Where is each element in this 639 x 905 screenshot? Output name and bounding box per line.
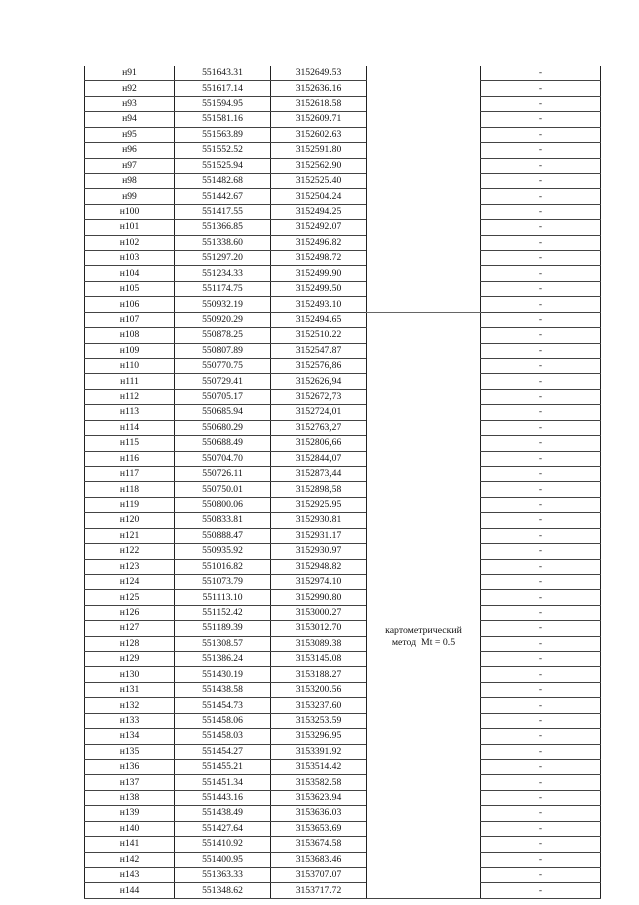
y-coordinate-cell: 3152724,01 (271, 405, 367, 420)
point-id-cell: н93 (85, 96, 175, 111)
y-coordinate-cell: 3152496.82 (271, 235, 367, 250)
point-id-cell: н142 (85, 852, 175, 867)
x-coordinate-cell: 551016.82 (175, 559, 271, 574)
note-cell: - (481, 389, 601, 404)
method-name: картометрический (385, 625, 462, 637)
table-row (85, 806, 601, 821)
point-id-cell: н115 (85, 436, 175, 451)
x-coordinate-cell: 550729.41 (175, 374, 271, 389)
point-id-cell: н98 (85, 173, 175, 188)
y-coordinate-cell: 3153089.38 (271, 636, 367, 651)
note-cell: - (481, 266, 601, 281)
note-cell: - (481, 436, 601, 451)
point-id-cell: н124 (85, 574, 175, 589)
x-coordinate-cell: 550807.89 (175, 343, 271, 358)
note-cell: - (481, 559, 601, 574)
note-cell: - (481, 482, 601, 497)
point-id-cell: н105 (85, 281, 175, 296)
table-row (85, 405, 601, 420)
y-coordinate-cell: 3152930.81 (271, 513, 367, 528)
point-id-cell: н96 (85, 143, 175, 158)
table-row (85, 81, 601, 96)
coordinates-table (84, 66, 601, 899)
table-row (85, 590, 601, 605)
y-coordinate-cell: 3152898,58 (271, 482, 367, 497)
x-coordinate-cell: 550935.92 (175, 544, 271, 559)
y-coordinate-cell: 3153623.94 (271, 790, 367, 805)
y-coordinate-cell: 3152498.72 (271, 251, 367, 266)
x-coordinate-cell: 551338.60 (175, 235, 271, 250)
table-row (85, 729, 601, 744)
table-row (85, 867, 601, 882)
x-coordinate-cell: 550680.29 (175, 420, 271, 435)
y-coordinate-cell: 3153000.27 (271, 605, 367, 620)
table-row (85, 220, 601, 235)
table-row (85, 621, 601, 636)
y-coordinate-cell: 3152499.90 (271, 266, 367, 281)
table-row (85, 775, 601, 790)
x-coordinate-cell: 551410.92 (175, 837, 271, 852)
point-id-cell: н129 (85, 652, 175, 667)
note-cell: - (481, 775, 601, 790)
point-id-cell: н108 (85, 328, 175, 343)
note-cell: - (481, 682, 601, 697)
x-coordinate-cell: 551443.16 (175, 790, 271, 805)
coordinates-table-body (85, 66, 601, 898)
point-id-cell: н123 (85, 559, 175, 574)
y-coordinate-cell: 3152931.17 (271, 528, 367, 543)
table-row (85, 790, 601, 805)
x-coordinate-cell: 551366.85 (175, 220, 271, 235)
table-row (85, 883, 601, 898)
note-cell: - (481, 837, 601, 852)
table-row (85, 359, 601, 374)
x-coordinate-cell: 550705.17 (175, 389, 271, 404)
x-coordinate-cell: 551438.49 (175, 806, 271, 821)
x-coordinate-cell: 551455.21 (175, 759, 271, 774)
y-coordinate-cell: 3152591.80 (271, 143, 367, 158)
note-cell: - (481, 852, 601, 867)
table-row (85, 544, 601, 559)
y-coordinate-cell: 3152493.10 (271, 297, 367, 312)
point-id-cell: н102 (85, 235, 175, 250)
x-coordinate-cell: 551442.67 (175, 189, 271, 204)
y-coordinate-cell: 3152806,66 (271, 436, 367, 451)
point-id-cell: н112 (85, 389, 175, 404)
point-id-cell: н103 (85, 251, 175, 266)
table-row (85, 312, 601, 327)
x-coordinate-cell: 551400.95 (175, 852, 271, 867)
y-coordinate-cell: 3152763,27 (271, 420, 367, 435)
table-row (85, 451, 601, 466)
x-coordinate-cell: 551113.10 (175, 590, 271, 605)
y-coordinate-cell: 3152974.10 (271, 574, 367, 589)
table-row (85, 821, 601, 836)
note-cell: - (481, 574, 601, 589)
x-coordinate-cell: 550878.25 (175, 328, 271, 343)
note-cell: - (481, 96, 601, 111)
point-id-cell: н134 (85, 729, 175, 744)
table-row (85, 559, 601, 574)
x-coordinate-cell: 551594.95 (175, 96, 271, 111)
x-coordinate-cell: 550833.81 (175, 513, 271, 528)
note-cell: - (481, 127, 601, 142)
table-row (85, 528, 601, 543)
table-row (85, 173, 601, 188)
table-row (85, 374, 601, 389)
point-id-cell: н133 (85, 713, 175, 728)
point-id-cell: н127 (85, 621, 175, 636)
table-row (85, 297, 601, 312)
table-row (85, 343, 601, 358)
note-cell: - (481, 621, 601, 636)
y-coordinate-cell: 3153707.07 (271, 867, 367, 882)
x-coordinate-cell: 551073.79 (175, 574, 271, 589)
y-coordinate-cell: 3152547.87 (271, 343, 367, 358)
table-row (85, 112, 601, 127)
y-coordinate-cell: 3152990.80 (271, 590, 367, 605)
y-coordinate-cell: 3152510.22 (271, 328, 367, 343)
point-id-cell: н114 (85, 420, 175, 435)
y-coordinate-cell: 3153200.56 (271, 682, 367, 697)
point-id-cell: н92 (85, 81, 175, 96)
note-cell: - (481, 821, 601, 836)
y-coordinate-cell: 3153636.03 (271, 806, 367, 821)
table-row (85, 852, 601, 867)
note-cell: - (481, 204, 601, 219)
note-cell: - (481, 698, 601, 713)
y-coordinate-cell: 3152562.90 (271, 158, 367, 173)
table-row (85, 466, 601, 481)
x-coordinate-cell: 551430.19 (175, 667, 271, 682)
y-coordinate-cell: 3152494.25 (271, 204, 367, 219)
x-coordinate-cell: 551297.20 (175, 251, 271, 266)
x-coordinate-cell: 551451.34 (175, 775, 271, 790)
note-cell: - (481, 173, 601, 188)
point-id-cell: н94 (85, 112, 175, 127)
table-row (85, 158, 601, 173)
y-coordinate-cell: 3152504.24 (271, 189, 367, 204)
y-coordinate-cell: 3152636.16 (271, 81, 367, 96)
point-id-cell: н120 (85, 513, 175, 528)
x-coordinate-cell: 550704.70 (175, 451, 271, 466)
y-coordinate-cell: 3153145.08 (271, 652, 367, 667)
note-cell: - (481, 806, 601, 821)
y-coordinate-cell: 3152525.40 (271, 173, 367, 188)
y-coordinate-cell: 3153582.58 (271, 775, 367, 790)
note-cell: - (481, 405, 601, 420)
note-cell: - (481, 451, 601, 466)
note-cell: - (481, 528, 601, 543)
note-cell: - (481, 729, 601, 744)
note-cell: - (481, 759, 601, 774)
y-coordinate-cell: 3152492.07 (271, 220, 367, 235)
x-coordinate-cell: 550688.49 (175, 436, 271, 451)
method-cell-upper (367, 66, 481, 312)
point-id-cell: н101 (85, 220, 175, 235)
y-coordinate-cell: 3152844,07 (271, 451, 367, 466)
y-coordinate-cell: 3153188.27 (271, 667, 367, 682)
x-coordinate-cell: 551438.58 (175, 682, 271, 697)
point-id-cell: н125 (85, 590, 175, 605)
y-coordinate-cell: 3152930.97 (271, 544, 367, 559)
note-cell: - (481, 790, 601, 805)
table-row (85, 235, 601, 250)
point-id-cell: н97 (85, 158, 175, 173)
table-row (85, 96, 601, 111)
method-accuracy: метод Mt = 0.5 (391, 637, 456, 649)
point-id-cell: н111 (85, 374, 175, 389)
table-row (85, 682, 601, 697)
point-id-cell: н137 (85, 775, 175, 790)
table-row (85, 744, 601, 759)
note-cell: - (481, 605, 601, 620)
point-id-cell: н106 (85, 297, 175, 312)
table-row (85, 513, 601, 528)
x-coordinate-cell: 551525.94 (175, 158, 271, 173)
x-coordinate-cell: 551363.33 (175, 867, 271, 882)
point-id-cell: н128 (85, 636, 175, 651)
point-id-cell: н130 (85, 667, 175, 682)
table-row (85, 251, 601, 266)
note-cell: - (481, 544, 601, 559)
x-coordinate-cell: 550932.19 (175, 297, 271, 312)
y-coordinate-cell: 3152649.53 (271, 66, 367, 81)
note-cell: - (481, 867, 601, 882)
table-row (85, 204, 601, 219)
x-coordinate-cell: 551386.24 (175, 652, 271, 667)
y-coordinate-cell: 3152925.95 (271, 497, 367, 512)
x-coordinate-cell: 551617.14 (175, 81, 271, 96)
note-cell: - (481, 281, 601, 296)
note-cell: - (481, 220, 601, 235)
x-coordinate-cell: 550800.06 (175, 497, 271, 512)
note-cell: - (481, 81, 601, 96)
note-cell: - (481, 652, 601, 667)
table-row (85, 698, 601, 713)
x-coordinate-cell: 551308.57 (175, 636, 271, 651)
table-row (85, 667, 601, 682)
x-coordinate-cell: 550750.01 (175, 482, 271, 497)
point-id-cell: н118 (85, 482, 175, 497)
point-id-cell: н109 (85, 343, 175, 358)
table-row (85, 837, 601, 852)
point-id-cell: н138 (85, 790, 175, 805)
y-coordinate-cell: 3153237.60 (271, 698, 367, 713)
point-id-cell: н143 (85, 867, 175, 882)
y-coordinate-cell: 3153514.42 (271, 759, 367, 774)
note-cell: - (481, 235, 601, 250)
point-id-cell: н136 (85, 759, 175, 774)
note-cell: - (481, 466, 601, 481)
y-coordinate-cell: 3153253.59 (271, 713, 367, 728)
table-row (85, 713, 601, 728)
x-coordinate-cell: 551348.62 (175, 883, 271, 898)
note-cell: - (481, 420, 601, 435)
table-row (85, 436, 601, 451)
coordinates-sheet (84, 66, 600, 899)
y-coordinate-cell: 3153296.95 (271, 729, 367, 744)
y-coordinate-cell: 3153717.72 (271, 883, 367, 898)
note-cell: - (481, 189, 601, 204)
table-row (85, 189, 601, 204)
x-coordinate-cell: 550770.75 (175, 359, 271, 374)
point-id-cell: н141 (85, 837, 175, 852)
y-coordinate-cell: 3152948.82 (271, 559, 367, 574)
y-coordinate-cell: 3152499.50 (271, 281, 367, 296)
x-coordinate-cell: 551458.03 (175, 729, 271, 744)
x-coordinate-cell: 551454.73 (175, 698, 271, 713)
table-row (85, 66, 601, 81)
x-coordinate-cell: 551174.75 (175, 281, 271, 296)
point-id-cell: н135 (85, 744, 175, 759)
note-cell: - (481, 359, 601, 374)
y-coordinate-cell: 3153653.69 (271, 821, 367, 836)
x-coordinate-cell: 551482.68 (175, 173, 271, 188)
x-coordinate-cell: 550888.47 (175, 528, 271, 543)
table-row (85, 143, 601, 158)
table-row (85, 497, 601, 512)
y-coordinate-cell: 3152618.58 (271, 96, 367, 111)
point-id-cell: н116 (85, 451, 175, 466)
note-cell: - (481, 374, 601, 389)
y-coordinate-cell: 3152609.71 (271, 112, 367, 127)
y-coordinate-cell: 3153391.92 (271, 744, 367, 759)
x-coordinate-cell: 550726.11 (175, 466, 271, 481)
note-cell: - (481, 112, 601, 127)
point-id-cell: н122 (85, 544, 175, 559)
point-id-cell: н119 (85, 497, 175, 512)
point-id-cell: н126 (85, 605, 175, 620)
table-row (85, 266, 601, 281)
table-row (85, 482, 601, 497)
point-id-cell: н104 (85, 266, 175, 281)
note-cell: - (481, 312, 601, 327)
x-coordinate-cell: 551563.89 (175, 127, 271, 142)
point-id-cell: н139 (85, 806, 175, 821)
y-coordinate-cell: 3152602.63 (271, 127, 367, 142)
note-cell: - (481, 713, 601, 728)
note-cell: - (481, 667, 601, 682)
note-cell: - (481, 297, 601, 312)
point-id-cell: н144 (85, 883, 175, 898)
point-id-cell: н140 (85, 821, 175, 836)
y-coordinate-cell: 3152672,73 (271, 389, 367, 404)
x-coordinate-cell: 550920.29 (175, 312, 271, 327)
note-cell: - (481, 143, 601, 158)
point-id-cell: н100 (85, 204, 175, 219)
point-id-cell: н121 (85, 528, 175, 543)
note-cell: - (481, 883, 601, 898)
note-cell: - (481, 513, 601, 528)
table-row (85, 605, 601, 620)
point-id-cell: н117 (85, 466, 175, 481)
x-coordinate-cell: 551581.16 (175, 112, 271, 127)
note-cell: - (481, 636, 601, 651)
y-coordinate-cell: 3152576,86 (271, 359, 367, 374)
point-id-cell: н113 (85, 405, 175, 420)
table-row (85, 652, 601, 667)
note-cell: - (481, 251, 601, 266)
table-row (85, 636, 601, 651)
point-id-cell: н99 (85, 189, 175, 204)
method-cell (367, 312, 481, 898)
table-row (85, 127, 601, 142)
table-row (85, 574, 601, 589)
point-id-cell: н107 (85, 312, 175, 327)
note-cell: - (481, 328, 601, 343)
x-coordinate-cell: 551189.39 (175, 621, 271, 636)
table-row (85, 281, 601, 296)
y-coordinate-cell: 3152494.65 (271, 312, 367, 327)
y-coordinate-cell: 3152626,94 (271, 374, 367, 389)
x-coordinate-cell: 551152.42 (175, 605, 271, 620)
y-coordinate-cell: 3153012.70 (271, 621, 367, 636)
x-coordinate-cell: 551427.64 (175, 821, 271, 836)
x-coordinate-cell: 551417.55 (175, 204, 271, 219)
point-id-cell: н91 (85, 66, 175, 81)
note-cell: - (481, 66, 601, 81)
table-row (85, 420, 601, 435)
x-coordinate-cell: 551643.31 (175, 66, 271, 81)
point-id-cell: н131 (85, 682, 175, 697)
note-cell: - (481, 343, 601, 358)
note-cell: - (481, 744, 601, 759)
x-coordinate-cell: 551458.06 (175, 713, 271, 728)
x-coordinate-cell: 550685.94 (175, 405, 271, 420)
y-coordinate-cell: 3153674.58 (271, 837, 367, 852)
note-cell: - (481, 158, 601, 173)
note-cell: - (481, 590, 601, 605)
point-id-cell: н95 (85, 127, 175, 142)
x-coordinate-cell: 551454.27 (175, 744, 271, 759)
point-id-cell: н132 (85, 698, 175, 713)
note-cell: - (481, 497, 601, 512)
y-coordinate-cell: 3153683.46 (271, 852, 367, 867)
y-coordinate-cell: 3152873,44 (271, 466, 367, 481)
x-coordinate-cell: 551552.52 (175, 143, 271, 158)
table-row (85, 389, 601, 404)
x-coordinate-cell: 551234.33 (175, 266, 271, 281)
point-id-cell: н110 (85, 359, 175, 374)
table-row (85, 759, 601, 774)
table-row (85, 328, 601, 343)
